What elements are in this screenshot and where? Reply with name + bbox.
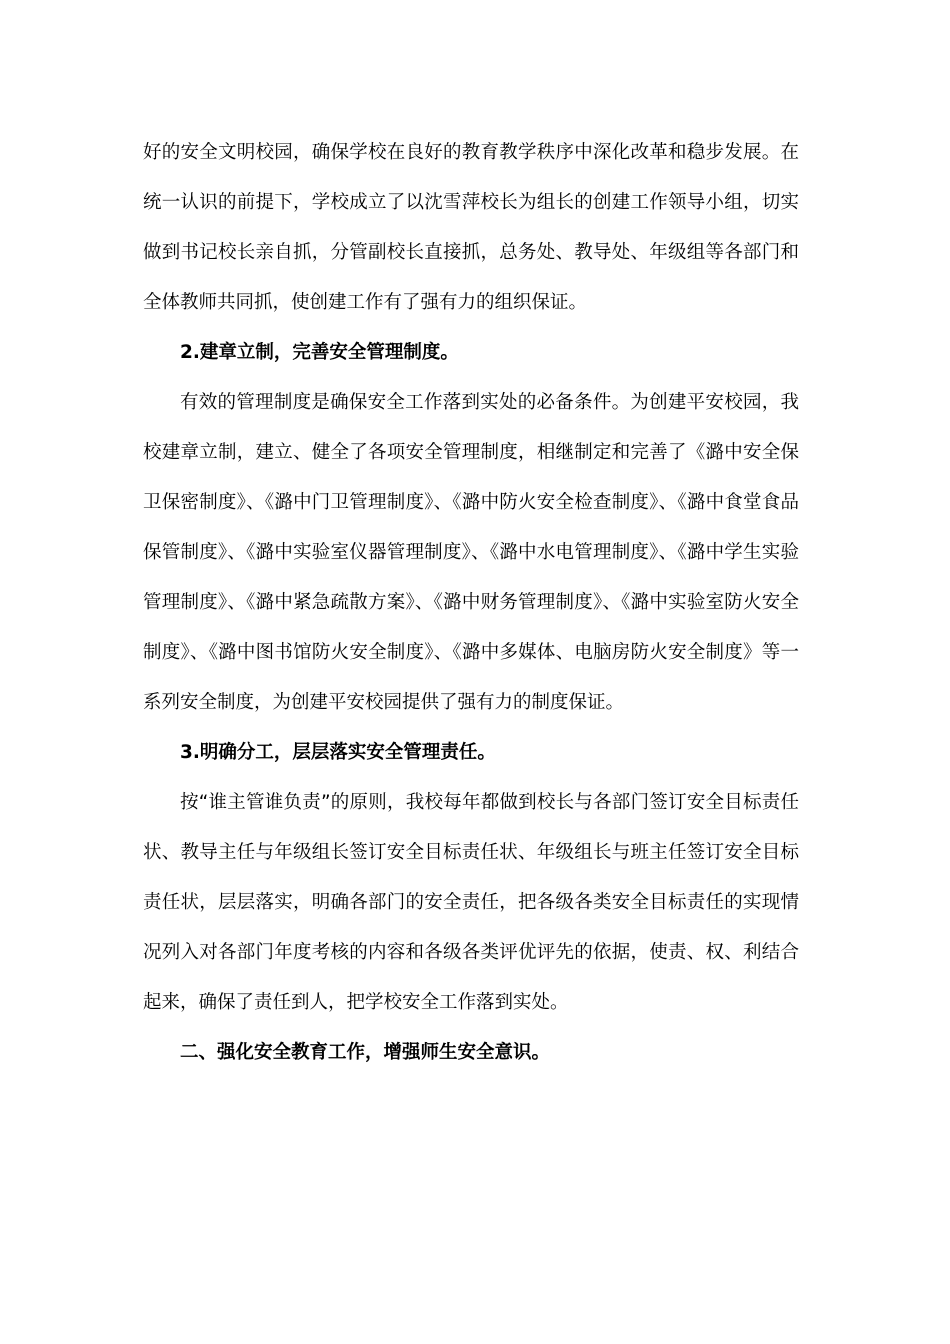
body-paragraph: 按“谁主管谁负责”的原则，我校每年都做到校长与各部门签订安全目标责任状、教导主任与年级组长签订安全目标责任状、年级组长与班主任签订安全目标责任状，层层落实，明确各部门的安全责任，把各级各类安全目标责任的实现情况列入对各部门年度考核的内容和各级各类评优评先的依据，使责、权、利结合起来，确保了责任到人，把学校安全工作落到实处。 xyxy=(143,792,799,1013)
body-paragraph: 好的安全文明校园，确保学校在良好的教育教学秩序中深化改革和稳步发展。在统一认识的前提下，学校成立了以沈雪萍校长为组长的创建工作领导小组，切实做到书记校长亲自抓，分管副校长直接抓，总务处、教导处、年级组等各部门和全体教师共同抓，使创建工作有了强有力的组织保证。 xyxy=(143,142,799,313)
section-heading: 3.明确分工，层层落实安全管理责任。 xyxy=(180,742,496,763)
document-body xyxy=(143,128,799,1078)
body-paragraph: 有效的管理制度是确保安全工作落到实处的必备条件。为创建平安校园，我校建章立制，建立、健全了各项安全管理制度，相继制定和完善了《潞中安全保卫保密制度》、《潞中门卫管理制度》、《潞中防火安全检查制度》、《潞中食堂食品保管制度》、《潞中实验室仪器管理制度》、《潞中水电管理制度》、《潞中学生实验管理制度》、《潞中紧急疏散方案》、《潞中财务管理制度》、《潞中实验室防火安全制度》、《潞中图书馆防火安全制度》、《潞中多媒体、电脑房防火安全制度》等一系列安全制度，为创建平安校园提供了强有力的制度保证。 xyxy=(143,392,799,713)
section-heading: 2.建章立制，完善安全管理制度。 xyxy=(180,342,459,363)
section-heading: 二、强化安全教育工作，增强师生安全意识。 xyxy=(180,1042,551,1063)
